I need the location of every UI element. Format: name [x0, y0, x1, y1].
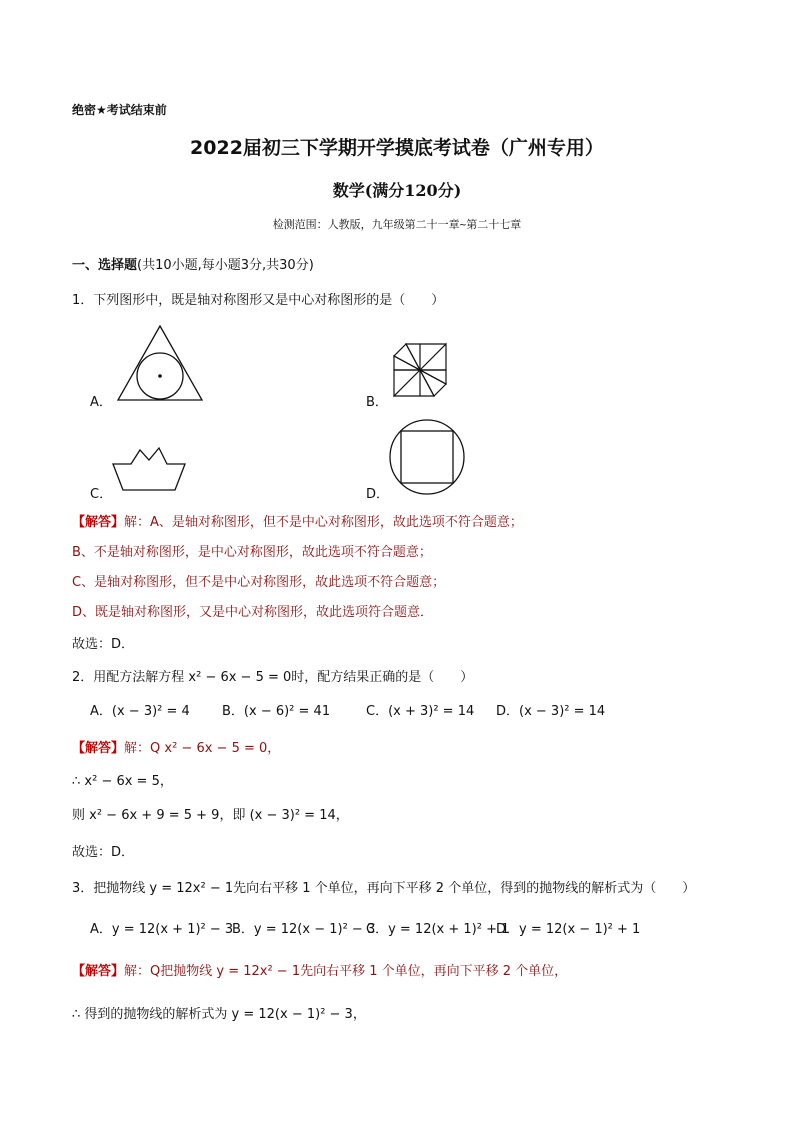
q3-option-a: A．y = 12(x + 1)² − 3 — [90, 922, 234, 937]
q2-answer-text-1: 解：Q x² − 6x − 5 = 0， — [124, 741, 281, 756]
q3-option-b: B．y = 12(x − 1)² − 3 — [232, 922, 376, 937]
answer-tag: 【解答】 — [72, 741, 125, 756]
q1-option-b-label: B． — [366, 395, 388, 410]
q1-stem: 1．下列图形中，既是轴对称图形又是中心对称图形的是（ ） — [72, 293, 445, 308]
q2-stem: 2．用配方法解方程 x² − 6x − 5 = 0时，配方结果正确的是（ ） — [72, 670, 474, 685]
q2-option-a: A．(x − 3)² = 4 — [90, 704, 190, 719]
section-note: (共10小题,每小题3分,共30分) — [137, 258, 314, 273]
q1-answer-line-2: B、不是轴对称图形，是中心对称图形，故此选项不符合题意； — [72, 545, 432, 560]
q2-answer-line-3: 则 x² − 6x + 9 = 5 + 9，即 (x − 3)² = 14， — [72, 808, 349, 823]
q2-option-c: C．(x + 3)² = 14 — [366, 704, 475, 719]
q2-answer-line-1 — [72, 737, 280, 756]
q3-stem: 3．把抛物线 y = 12x² − 1先向右平移 1 个单位，再向下平移 2 个单位，得到的抛物线的解析式为（ ） — [72, 881, 696, 896]
q2-option-b: B．(x − 6)² = 41 — [222, 704, 331, 719]
q1-answer-line-3: C、是轴对称图形，但不是中心对称图形，故此选项不符合题意； — [72, 575, 446, 590]
q3-option-c: C．y = 12(x + 1)² + 1 — [366, 922, 510, 937]
q3-answer-line-1 — [72, 960, 567, 979]
q2-option-d: D．(x − 3)² = 14 — [496, 704, 606, 719]
q3-answer-text-1: 解：Q把抛物线 y = 12x² − 1先向右平移 1 个单位，再向下平移 2 个单位， — [124, 964, 568, 979]
q1-option-c-label: C． — [90, 487, 113, 502]
boat-shape-icon — [112, 444, 186, 492]
q1-answer-line-4: D、既是轴对称图形，又是中心对称图形，故此选项符合题意． — [72, 605, 434, 620]
triangle-inscribed-circle-icon — [116, 324, 206, 402]
exam-subtitle: 数学(满分120分) — [332, 181, 462, 200]
section-title: 一、选择题 — [72, 258, 138, 273]
q1-option-a-label: A． — [90, 395, 112, 410]
q1-choice: 故选：D． — [72, 637, 135, 652]
q2-answer-line-2: ∴ x² − 6x = 5， — [72, 774, 173, 789]
exam-scope: 检测范围：人教版，九年级第二十一章~第二十七章 — [272, 218, 522, 231]
confidential-label: 绝密★考试结束前 — [72, 103, 167, 117]
q1-answer-line-1 — [72, 511, 523, 530]
q1-option-d-label: D． — [366, 487, 390, 502]
pinwheel-icon — [392, 342, 448, 398]
section-heading — [72, 254, 314, 273]
answer-tag: 【解答】 — [72, 515, 125, 530]
answer-tag: 【解答】 — [72, 964, 125, 979]
q1-answer-text-1: 解：A、是轴对称图形，但不是中心对称图形，故此选项不符合题意； — [124, 515, 523, 530]
q3-answer-line-2: ∴ 得到的抛物线的解析式为 y = 12(x − 1)² − 3， — [72, 1007, 366, 1022]
square-inscribed-in-circle-icon — [388, 418, 466, 496]
q3-option-d: D．y = 12(x − 1)² + 1 — [496, 922, 641, 937]
exam-title: 2022届初三下学期开学摸底考试卷（广州专用） — [190, 137, 604, 159]
q2-choice: 故选：D． — [72, 845, 135, 860]
